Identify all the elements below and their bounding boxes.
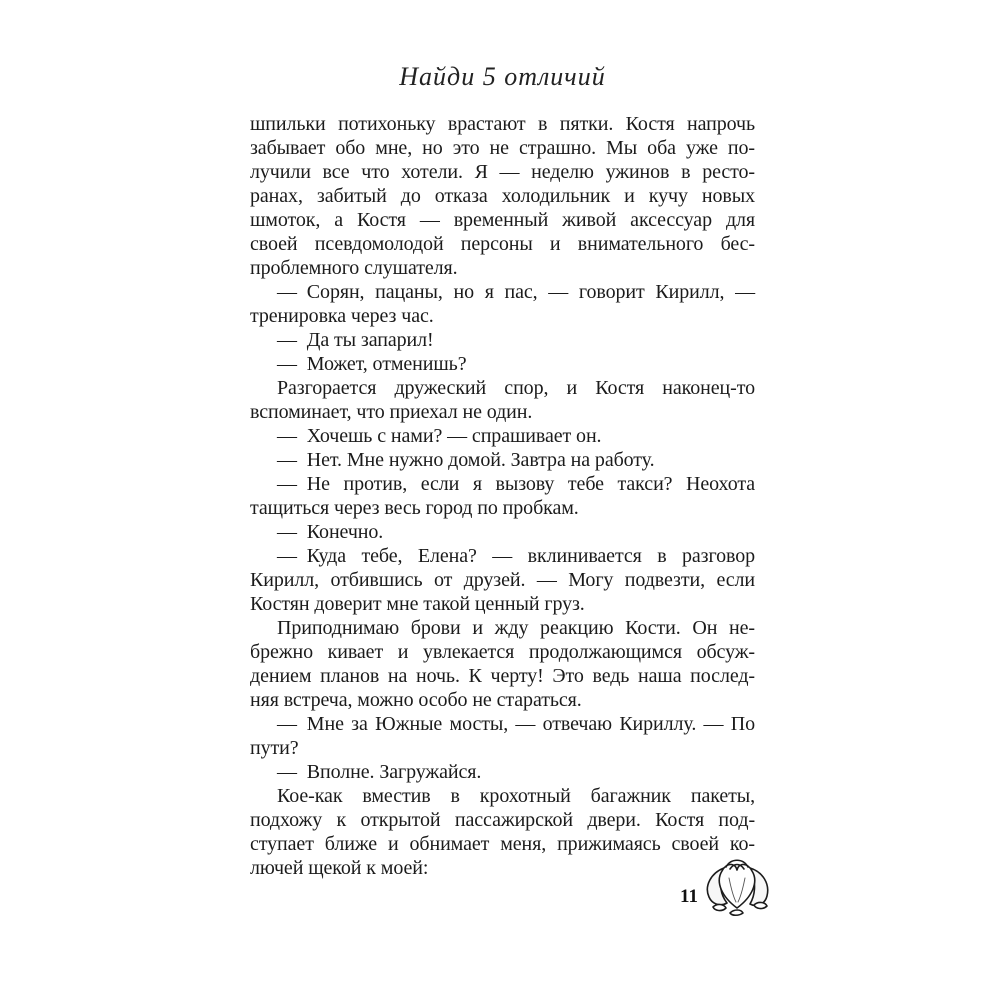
text-line: пути? <box>250 737 299 759</box>
text-line: шпильки потихоньку врастают в пятки. Костя напрочь <box>250 113 755 135</box>
text-line: — Сорян, пацаны, но я пас, — говорит Кирилл, — <box>277 281 755 303</box>
text-line: — Может, отменишь? <box>277 353 467 375</box>
text-line: Приподнимаю брови и жду реакцию Кости. Он не- <box>277 617 755 639</box>
text-line: няя встреча, можно особо не стараться. <box>250 689 582 711</box>
text-line: — Нет. Мне нужно домой. Завтра на работу. <box>277 449 655 471</box>
text-line: — Хочешь с нами? — спрашивает он. <box>277 425 602 447</box>
text-line: подхожу к открытой пассажирской двери. Костя под- <box>250 809 755 831</box>
text-line: лучили все что хотели. Я — неделю ужинов в ресто- <box>250 161 755 183</box>
page-number: 11 <box>680 886 698 907</box>
text-line: — Не против, если я вызову тебе такси? Неохота <box>277 473 755 495</box>
body-text <box>250 112 755 880</box>
text-line: ранах, забитый до отказа холодильник и кучу новых <box>250 185 755 207</box>
text-line: Костян доверит мне такой ценный груз. <box>250 593 585 615</box>
text-line: Разгорается дружеский спор, и Костя наконец-то <box>277 377 755 399</box>
text-line: тащиться через весь город по пробкам. <box>250 497 579 519</box>
text-line: — Да ты запарил! <box>277 329 434 351</box>
text-line: своей псевдомолодой персоны и внимательного бес- <box>250 233 755 255</box>
text-line: тренировка через час. <box>250 305 434 327</box>
text-line: дением планов на ночь. К черту! Это ведь наша послед- <box>250 665 755 687</box>
text-line: шмоток, а Костя — временный живой аксессуар для <box>250 209 755 231</box>
text-line: Кое-как вместив в крохотный багажник пакеты, <box>277 785 755 807</box>
running-title: Найди 5 отличий <box>399 62 606 91</box>
text-line: ступает ближе и обнимает меня, прижимаясь своей ко- <box>250 833 755 855</box>
text-line: Кирилл, отбившись от друзей. — Могу подвезти, если <box>250 569 755 591</box>
text-line: лючей щекой к моей: <box>250 857 429 879</box>
text-line: забывает обо мне, но это не страшно. Мы оба уже по- <box>250 137 755 159</box>
text-line: вспоминает, что приехал не один. <box>250 401 533 423</box>
text-line: — Вполне. Загружайся. <box>277 761 482 783</box>
text-line: — Куда тебе, Елена? — вклинивается в разговор <box>277 545 755 567</box>
text-line: — Конечно. <box>277 521 384 543</box>
text-line: брежно кивает и увлекается продолжающимся обсуж- <box>250 641 755 663</box>
rose-illustration-icon <box>696 848 778 918</box>
text-line: — Мне за Южные мосты, — отвечаю Кириллу. — По <box>277 713 755 735</box>
text-line: проблемного слушателя. <box>250 257 458 279</box>
